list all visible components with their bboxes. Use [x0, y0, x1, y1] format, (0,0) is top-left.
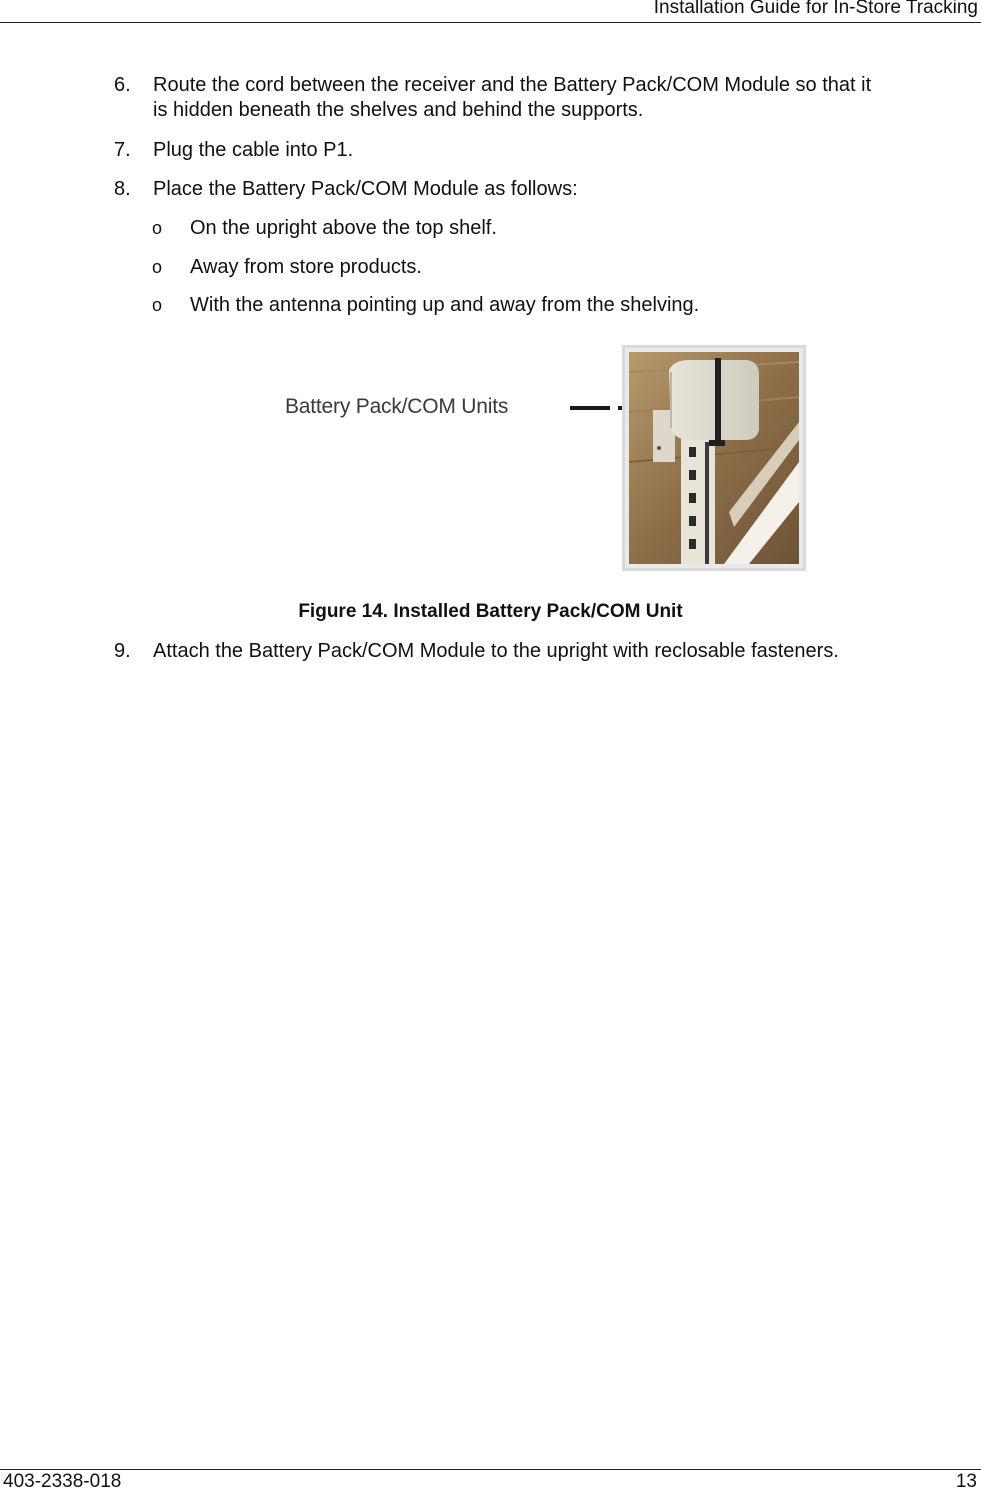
step-text: Attach the Battery Pack/COM Module to the upright with reclosable fasteners. [153, 640, 839, 662]
step-text: Plug the cable into P1. [153, 139, 354, 161]
step-9 [0, 638, 981, 664]
bullet-text: With the antenna pointing up and away from the shelving. [190, 294, 700, 316]
step-text: Place the Battery Pack/COM Module as follows: [153, 178, 578, 200]
page-footer [0, 1469, 981, 1492]
document-number: 403-2338-018 [3, 1471, 122, 1492]
step-7 [0, 137, 981, 163]
bullet-marker: o [152, 218, 163, 238]
bullet-text: On the upright above the top shelf. [190, 217, 497, 239]
bullet-item [0, 215, 981, 241]
step-number: 8. [114, 178, 131, 200]
header-title: Installation Guide for In-Store Tracking [653, 0, 978, 18]
bullet-item [0, 254, 981, 280]
bullet-text: Away from store products. [190, 256, 422, 278]
figure-caption: Figure 14. Installed Battery Pack/COM Unit [298, 601, 683, 622]
battery-pack-photo-illustration [629, 352, 799, 564]
figure-callout-label: Battery Pack/COM Units [285, 395, 509, 418]
step-text-line1: Route the cord between the receiver and the Battery Pack/COM Module so that it [153, 74, 872, 96]
bullet-marker: o [152, 257, 163, 277]
page-number: 13 [955, 1471, 977, 1492]
figure-14 [280, 345, 820, 577]
battery-pack-photo [622, 345, 806, 571]
step-number: 6. [114, 74, 131, 96]
step-number: 9. [114, 640, 131, 662]
step-text-line2: is hidden beneath the shelves and behind the supports. [153, 99, 644, 121]
step-number: 7. [114, 139, 131, 161]
page-header [0, 0, 981, 23]
bullet-marker: o [152, 295, 163, 315]
bullet-item [0, 292, 981, 318]
step-8 [0, 176, 981, 202]
step-6 [0, 72, 981, 128]
